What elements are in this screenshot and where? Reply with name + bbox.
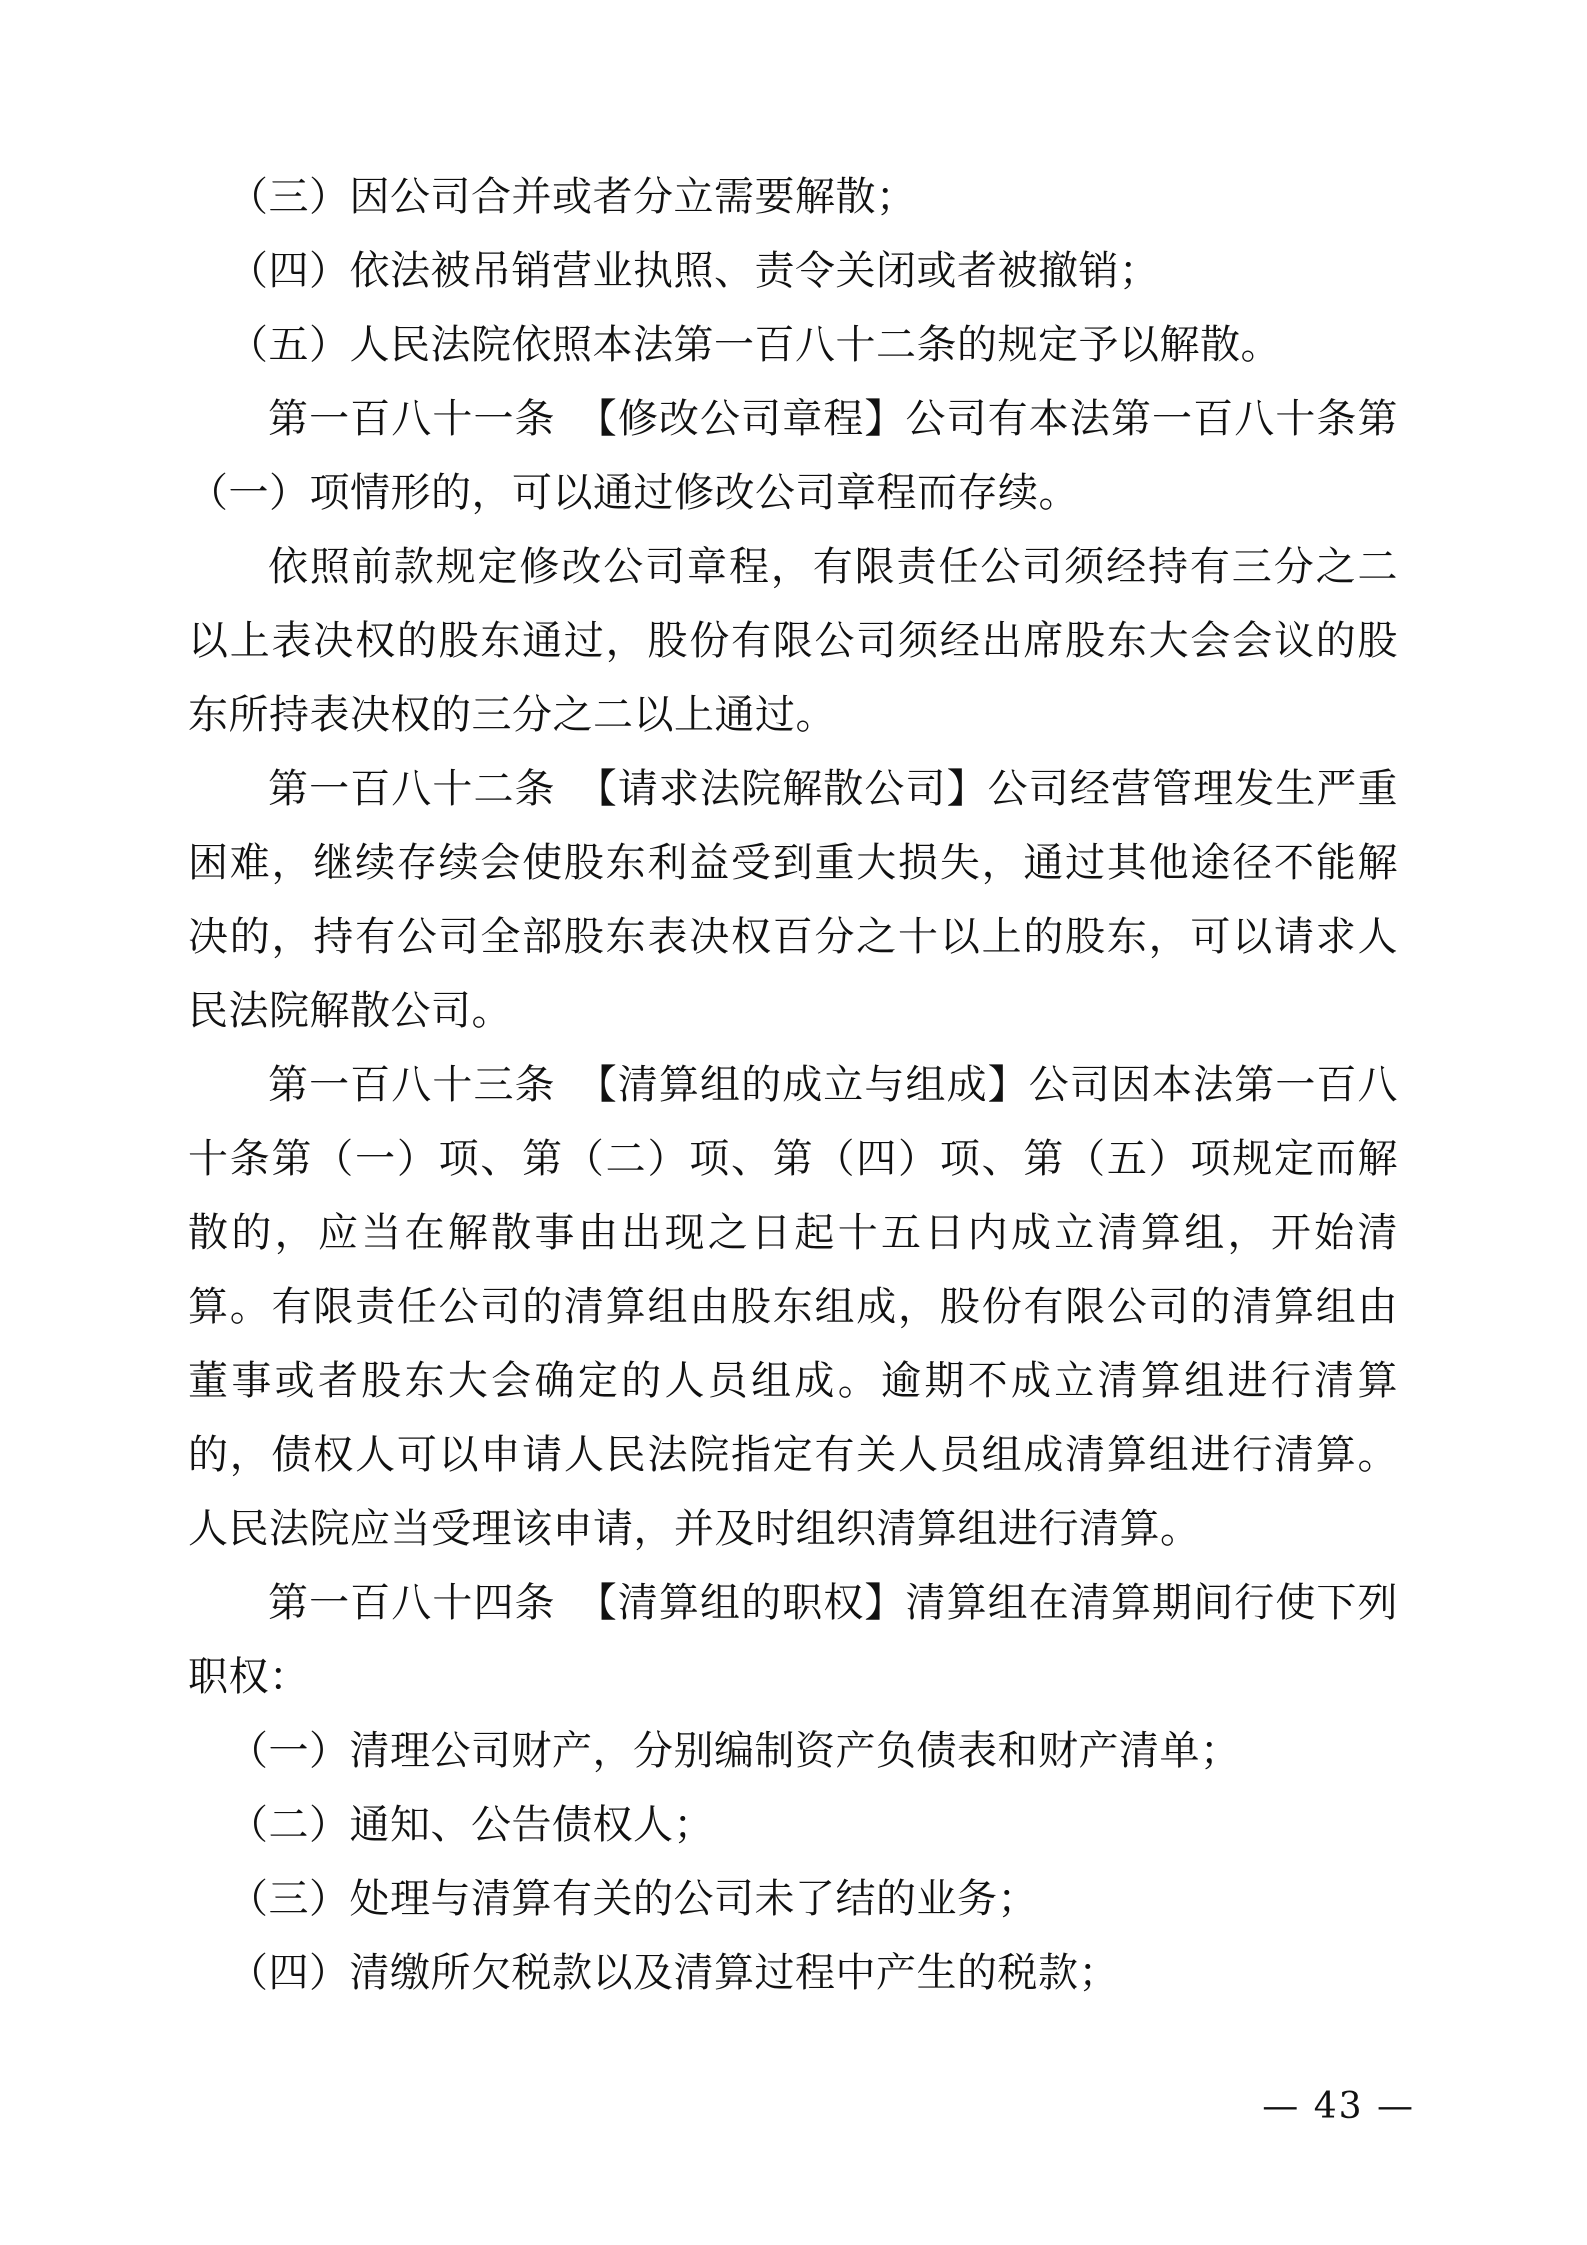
article-paragraph: 第一百八十四条 【清算组的职权】清算组在清算期间行使下列职权： <box>188 1580 1398 1700</box>
clause-item: （四）依法被吊销营业执照、责令关闭或者被撤销； <box>228 248 1160 294</box>
clause-item: （五）人民法院依照本法第一百八十二条的规定予以解散。 <box>228 322 1281 368</box>
clause-item: （一）清理公司财产，分别编制资产负债表和财产清单； <box>228 1728 1241 1774</box>
clause-item: （三）处理与清算有关的公司未了结的业务； <box>228 1876 1038 1922</box>
page-body-text <box>188 160 1398 2010</box>
clause-item: （三）因公司合并或者分立需要解散； <box>228 174 917 220</box>
article-paragraph: 依照前款规定修改公司章程，有限责任公司须经持有三分之二以上表决权的股东通过，股份有限公司须经出席股东大会会议的股东所持表决权的三分之二以上通过。 <box>188 544 1398 738</box>
clause-item: （二）通知、公告债权人； <box>228 1802 714 1848</box>
article-paragraph: 第一百八十三条 【清算组的成立与组成】公司因本法第一百八十条第（一）项、第（二）项、第（四）项、第（五）项规定而解散的，应当在解散事由出现之日起十五日内成立清算组，开始清算。有限责任公司的清算组由股东组成，股份有限公司的清算组由董事或者股东大会确定的人员组成。逾期不成立清算组进行清算的，债权人可以申请人民法院指定有关人员组成清算组进行清算。人民法院应当受理该申请，并及时组织清算组进行清算。 <box>188 1062 1398 1552</box>
clause-item: （四）清缴所欠税款以及清算过程中产生的税款； <box>228 1950 1119 1996</box>
article-paragraph: 第一百八十二条 【请求法院解散公司】公司经营管理发生严重困难，继续存续会使股东利益受到重大损失，通过其他途径不能解决的，持有公司全部股东表决权百分之十以上的股东，可以请求人民法院解散公司。 <box>188 766 1398 1034</box>
article-paragraph: 第一百八十一条 【修改公司章程】公司有本法第一百八十条第（一）项情形的，可以通过修改公司章程而存续。 <box>188 396 1398 516</box>
page-number: — 43 — <box>1262 2086 1415 2127</box>
